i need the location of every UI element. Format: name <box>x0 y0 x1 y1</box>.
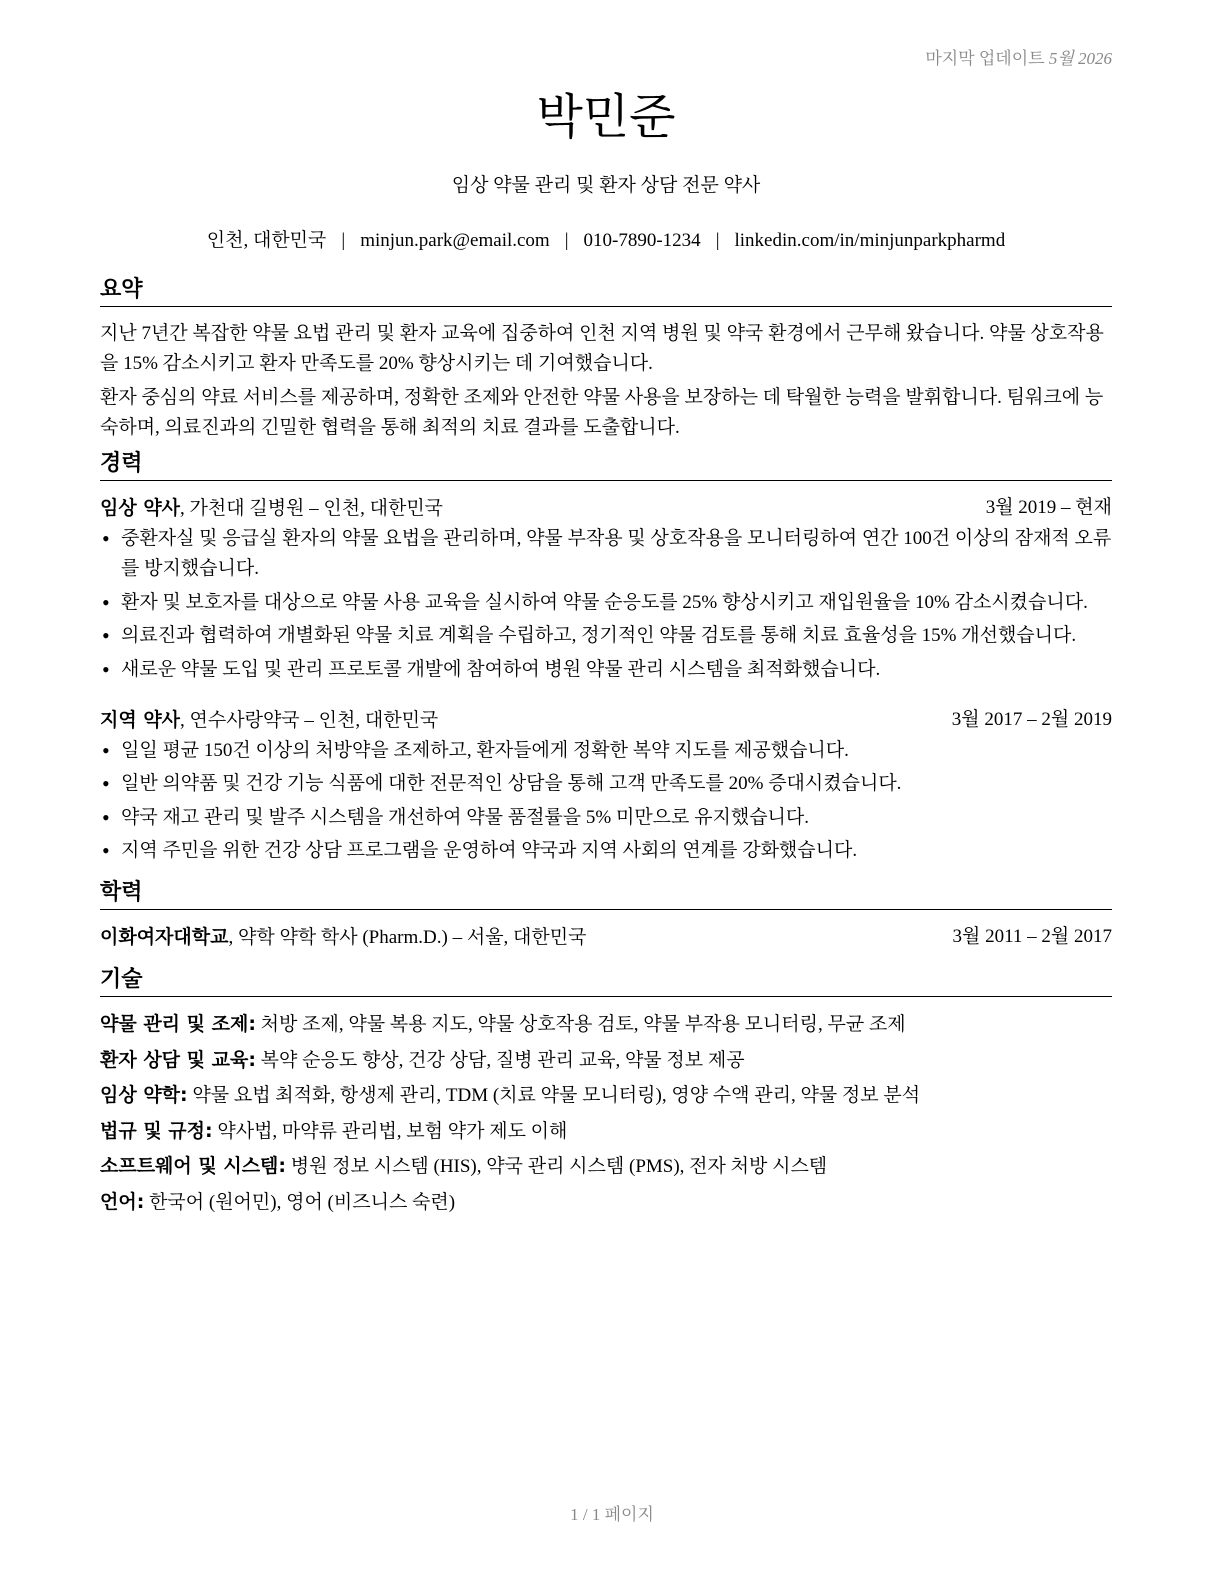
skill-label: 언어: <box>100 1190 145 1213</box>
last-updated <box>925 44 1112 69</box>
section-title-experience: 경력 <box>100 450 1112 481</box>
education-dates: 3월 2011 – 2월 2017 <box>952 926 1112 947</box>
job-role: 지역 약사 <box>100 708 181 731</box>
skill-label: 소프트웨어 및 시스템: <box>100 1155 287 1177</box>
section-title-skills: 기술 <box>100 966 1112 997</box>
contact-separator: | <box>341 230 346 251</box>
skill-line <box>100 1045 1112 1076</box>
contact-separator: | <box>715 230 720 251</box>
updated-date: 5월 2026 <box>1048 49 1112 68</box>
job-header <box>100 493 1112 524</box>
skill-value: 약사법, 마약류 관리법, 보험 약가 제도 이해 <box>212 1120 568 1142</box>
summary-paragraph: 지난 7년간 복잡한 약물 요법 관리 및 환자 교육에 집중하여 인천 지역 병원 및 약국 환경에서 근무해 왔습니다. 약물 상호작용을 15% 감소시키고 환자 만족도를 20% 향상시키는 데 기여했습니다. <box>100 323 1104 374</box>
job-bullets <box>100 736 1112 867</box>
job-bullet: • 새로운 약물 도입 및 관리 프로토콜 개발에 참여하여 병원 약물 관리 시스템을 최적화했습니다. <box>100 655 1112 685</box>
skill-line <box>100 1080 1112 1111</box>
job-entry <box>100 493 1112 685</box>
skill-value: 약물 요법 최적화, 항생제 관리, TDM (치료 약물 모니터링), 영양 수액 관리, 약물 정보 분석 <box>187 1085 921 1106</box>
education-detail: , 약학 약학 학사 (Pharm.D.) – 서울, 대한민국 <box>228 927 587 948</box>
contact-location: 인천, 대한민국 <box>206 230 327 251</box>
section-title-education: 학력 <box>100 879 1112 910</box>
contact-phone[interactable]: 010-7890-1234 <box>583 230 701 251</box>
skill-line <box>100 1116 1112 1147</box>
job-bullet: • 일반 의약품 및 건강 기능 식품에 대한 전문적인 상담을 통해 고객 만족도를 20% 증대시켰습니다. <box>100 769 1112 799</box>
skill-line <box>100 1151 1112 1182</box>
job-org: , 연수사랑약국 – 인천, 대한민국 <box>180 709 439 731</box>
skill-line <box>100 1187 1112 1218</box>
job-bullet: • 일일 평균 150건 이상의 처방약을 조제하고, 환자들에게 정확한 복약 지도를 제공했습니다. <box>100 736 1112 766</box>
contact-linkedin[interactable]: linkedin.com/in/minjunparkpharmd <box>734 230 1006 251</box>
summary-section <box>100 276 1112 443</box>
contact-email[interactable]: minjun.park@email.com <box>360 230 550 251</box>
job-bullet: • 지역 주민을 위한 건강 상담 프로그램을 운영하여 약국과 지역 사회의 연계를 강화했습니다. <box>100 836 1112 866</box>
education-school: 이화여자대학교 <box>100 926 229 948</box>
education-entry <box>100 922 1112 953</box>
contact-line <box>100 225 1112 252</box>
job-bullets <box>100 524 1112 685</box>
job-dates: 3월 2019 – 현재 <box>985 497 1112 518</box>
page-number: 1 / 1 페이지 <box>570 1505 654 1524</box>
skill-label: 약물 관리 및 조제: <box>100 1013 256 1035</box>
job-org: , 가천대 길병원 – 인천, 대한민국 <box>180 498 444 519</box>
job-header <box>100 705 1112 736</box>
updated-label: 마지막 업데이트 <box>925 49 1045 68</box>
section-title-summary: 요약 <box>100 276 1112 307</box>
candidate-name: 박민준 <box>536 89 676 145</box>
skill-line <box>100 1009 1112 1040</box>
job-bullet: • 의료진과 협력하여 개별화된 약물 치료 계획을 수립하고, 정기적인 약물 검토를 통해 치료 효율성을 15% 개선했습니다. <box>100 621 1112 651</box>
skills-section <box>100 966 1112 1222</box>
summary-paragraph: 환자 중심의 약료 서비스를 제공하며, 정확한 조제와 안전한 약물 사용을 보장하는 데 탁월한 능력을 발휘합니다. 팀워크에 능숙하며, 의료진과의 긴밀한 협력을 통해 최적의 치료 결과를 도출합니다. <box>100 387 1104 438</box>
skill-value: 복약 순응도 향상, 건강 상담, 질병 관리 교육, 약물 정보 제공 <box>255 1049 745 1071</box>
skill-label: 법규 및 규정: <box>100 1119 213 1142</box>
skill-label: 환자 상담 및 교육: <box>100 1048 256 1071</box>
experience-section <box>100 450 1112 870</box>
job-role: 임상 약사 <box>100 497 181 519</box>
job-bullet: • 환자 및 보호자를 대상으로 약물 사용 교육을 실시하여 약물 순응도를 25% 향상시키고 재입원율을 10% 감소시켰습니다. <box>100 588 1112 618</box>
job-dates: 3월 2017 – 2월 2019 <box>951 708 1112 730</box>
skill-value: 병원 정보 시스템 (HIS), 약국 관리 시스템 (PMS), 전자 처방 시스템 <box>286 1156 828 1177</box>
job-entry <box>100 705 1112 867</box>
skill-value: 한국어 (원어민), 영어 (비즈니스 숙련) <box>144 1191 456 1213</box>
job-bullet: • 약국 재고 관리 및 발주 시스템을 개선하여 약물 품절률을 5% 미만으로 유지했습니다. <box>100 803 1112 833</box>
contact-separator: | <box>564 230 569 251</box>
skill-value: 처방 조제, 약물 복용 지도, 약물 상호작용 검토, 약물 부작용 모니터링, 무균 조제 <box>255 1014 906 1035</box>
candidate-subtitle: 임상 약물 관리 및 환자 상담 전문 약사 <box>451 175 761 196</box>
education-section <box>100 879 1112 953</box>
skill-label: 임상 약학: <box>100 1084 188 1106</box>
job-bullet: • 중환자실 및 응급실 환자의 약물 요법을 관리하며, 약물 부작용 및 상호작용을 모니터링하여 연간 100건 이상의 잠재적 오류를 방지했습니다. <box>100 524 1112 584</box>
